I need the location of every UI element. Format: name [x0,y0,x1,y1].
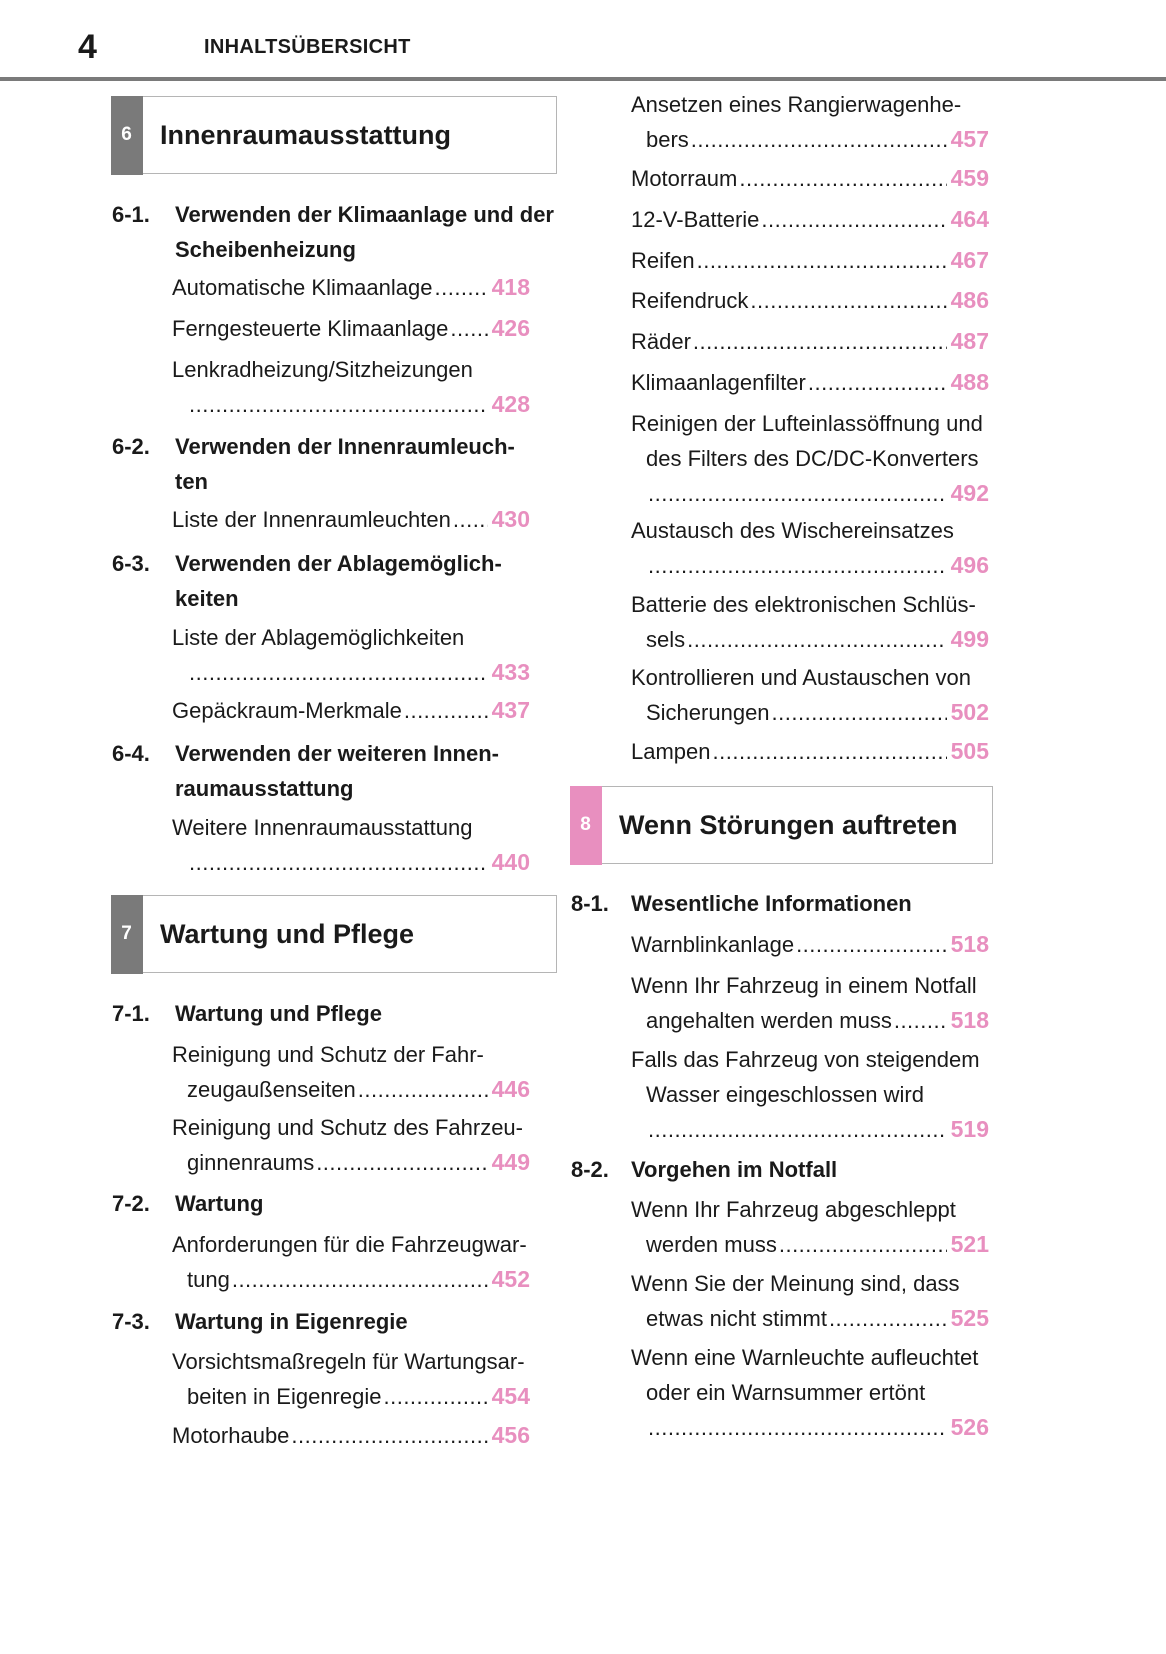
toc-entry[interactable] [172,1344,530,1414]
dot-leader [232,1262,488,1297]
entry-title: Kontrollieren und Austauschen von [631,665,972,690]
entry-title-cont: angehalten werden muss [646,1008,892,1033]
entry-page[interactable]: 488 [950,369,989,395]
section-number: 7-3. [112,1309,150,1334]
toc-entry[interactable] [172,693,530,728]
entry-page[interactable]: 426 [491,315,530,341]
dot-leader [450,311,487,346]
entry-title: Liste der Ablagemöglichkeiten [172,625,465,650]
dot-leader [796,927,947,962]
dot-leader [189,845,488,880]
section-number: 6-4. [112,741,150,766]
section-number: 8-2. [571,1157,609,1182]
entry-title: Falls das Fahrzeug von steigendem [631,1047,980,1072]
toc-entry[interactable] [172,502,530,537]
entry-page[interactable]: 505 [950,738,989,764]
dot-leader [761,202,946,237]
entry-title-cont: beiten in Eigenregie [187,1384,382,1409]
toc-entry[interactable] [172,352,530,422]
dot-leader [779,1227,947,1262]
entry-title: Ansetzen eines Rangierwagenhe- [631,92,962,117]
toc-entry[interactable] [172,270,530,305]
entry-title: 12-V-Batterie [631,207,760,232]
entry-title-cont: des Filters des DC/DC-Konverters [646,446,979,471]
entry-title-cont: oder ein Warnsummer ertönt [646,1380,926,1405]
entry-page[interactable]: 449 [491,1149,530,1175]
entry-title-cont: Wasser eingeschlossen wird [646,1082,924,1107]
dot-leader [434,270,487,305]
toc-entry[interactable] [172,1110,530,1180]
dot-leader [453,502,488,537]
dot-leader [829,1301,947,1336]
toc-entry[interactable] [631,324,989,359]
entry-page[interactable]: 433 [491,659,530,685]
section-title: Wartung und Pflege [175,1001,382,1026]
entry-page[interactable]: 502 [950,699,989,725]
page-title: INHALTSÜBERSICHT [204,36,411,58]
toc-entry[interactable] [631,1042,989,1147]
entry-title: Räder [631,329,691,354]
toc-entry[interactable] [631,87,989,157]
entry-title: Reinigen der Lufteinlassöffnung und [631,411,983,436]
entry-title: Motorhaube [172,1423,290,1448]
entry-title: Anforderungen für die Fahrzeugwar- [172,1232,527,1257]
entry-title-cont: bers [646,127,689,152]
dot-leader [404,693,488,728]
entry-title: Wenn eine Warnleuchte aufleuchtet [631,1345,979,1370]
entry-title-cont: sels [646,627,686,652]
toc-entry[interactable] [172,810,530,880]
section-7-1[interactable] [112,996,552,1031]
toc-entry[interactable] [631,1266,989,1336]
dot-leader [713,734,947,769]
entry-page[interactable]: 454 [491,1383,530,1409]
entry-page[interactable]: 521 [950,1231,989,1257]
toc-entry[interactable] [172,1418,530,1453]
entry-title: Wenn Ihr Fahrzeug in einem Notfall [631,973,977,998]
section-title: Wartung [175,1191,264,1216]
entry-title: Vorsichtsmaßregeln für Wartungsar- [172,1349,525,1374]
entry-page[interactable]: 428 [491,391,530,417]
toc-entry[interactable] [631,968,989,1038]
dot-leader [750,283,946,318]
toc-entry[interactable] [631,660,989,730]
entry-title-cont: zeugaußenseiten [187,1077,356,1102]
toc-entry[interactable] [631,283,989,318]
entry-title-cont: Sicherungen [646,700,770,725]
chapter-title: Wartung und Pflege [160,918,414,949]
entry-title: Lampen [631,739,711,764]
dot-leader [358,1072,488,1107]
entry-page[interactable]: 452 [491,1266,530,1292]
chapter-title: Innenraumausstattung [160,119,452,150]
dot-leader [697,243,947,278]
section-title: Verwenden der Klimaanlage und der Scheibenheizung [175,202,554,262]
dot-leader [383,1379,487,1414]
entry-title-cont: etwas nicht stimmt [646,1306,827,1331]
toc-entry[interactable] [631,513,989,583]
section-number: 8-1. [571,891,609,916]
section-title: Wesentliche Informationen [631,891,912,916]
entry-page[interactable]: 459 [950,165,989,191]
entry-title: Warnblinkanlage [631,932,795,957]
section-number: 6-1. [112,202,150,227]
dot-leader [691,122,947,157]
entry-title-cont: ginnenraums [187,1150,315,1175]
entry-page[interactable]: 430 [491,506,530,532]
toc-entry[interactable] [631,243,989,278]
section-6-1[interactable] [112,197,552,267]
entry-title: Klimaanlagenfilter [631,370,806,395]
toc-entry[interactable] [172,1227,530,1297]
entry-page[interactable]: 518 [950,931,989,957]
entry-page[interactable]: 519 [950,1116,989,1142]
toc-entry[interactable] [172,311,530,346]
toc-entry[interactable] [631,406,989,511]
dot-leader [189,387,488,422]
entry-title: Batterie des elektronischen Schlüs- [631,592,976,617]
entry-title: Weitere Innenraumausstattung [172,815,473,840]
dot-leader [648,1410,947,1445]
dot-leader [189,655,488,690]
section-number: 6-3. [112,551,150,576]
toc-entry[interactable] [631,734,989,769]
entry-page[interactable]: 437 [491,697,530,723]
dot-leader [808,365,947,400]
toc-entry[interactable] [631,927,989,962]
section-title: Wartung in Eigenregie [175,1309,408,1334]
entry-page[interactable]: 486 [950,287,989,313]
dot-leader [648,476,947,511]
entry-page[interactable]: 418 [491,274,530,300]
entry-page[interactable]: 446 [491,1076,530,1102]
section-number: 7-1. [112,1001,150,1026]
toc-entry[interactable] [172,620,530,690]
chapter-tab [111,96,143,175]
entry-page[interactable]: 499 [950,626,989,652]
dot-leader [739,161,946,196]
entry-page[interactable]: 525 [950,1305,989,1331]
toc-entry[interactable] [631,161,989,196]
dot-leader [648,1112,947,1147]
chapter-number: 8 [580,814,591,835]
entry-title: Liste der Innenraumleuchten [172,507,451,532]
entry-page[interactable]: 526 [950,1414,989,1440]
entry-page[interactable]: 464 [950,206,989,232]
section-7-3[interactable] [112,1304,552,1339]
dot-leader [894,1003,947,1038]
chapter-8-box[interactable] [570,786,993,864]
entry-title: Lenkradheizung/Sitzheizungen [172,357,473,382]
section-6-2[interactable] [112,429,552,499]
entry-title: Wenn Sie der Meinung sind, dass [631,1271,960,1296]
toc-entry[interactable] [631,365,989,400]
entry-title-cont: werden muss [646,1232,777,1257]
entry-title: Automatische Klimaanlage [172,275,433,300]
chapter-tab [111,895,143,974]
entry-page[interactable]: 457 [950,126,989,152]
entry-title: Reinigung und Schutz der Fahr- [172,1042,484,1067]
section-8-1[interactable] [571,886,991,921]
entry-page[interactable]: 518 [950,1007,989,1033]
chapter-tab [570,786,602,865]
entry-page[interactable]: 496 [950,552,989,578]
entry-page[interactable]: 440 [491,849,530,875]
dot-leader [316,1145,487,1180]
entry-page[interactable]: 456 [491,1422,530,1448]
section-title: Verwenden der Innenraumleuch- ten [175,434,515,494]
section-number: 6-2. [112,434,150,459]
entry-page[interactable]: 467 [950,247,989,273]
chapter-title: Wenn Störungen auftreten [619,809,958,840]
section-title: Verwenden der weiteren Innen- raumausstattung [175,741,499,801]
section-7-2[interactable] [112,1186,552,1221]
entry-title: Gepäckraum-Merkmale [172,698,402,723]
toc-entry[interactable] [631,1340,989,1445]
section-title: Vorgehen im Notfall [631,1157,838,1182]
dot-leader [648,548,947,583]
dot-leader [291,1418,487,1453]
toc-entry[interactable] [631,587,989,657]
entry-title: Ferngesteuerte Klimaanlage [172,316,449,341]
chapter-7-box[interactable] [111,895,557,973]
section-6-3[interactable] [112,546,552,616]
section-number: 7-2. [112,1191,150,1216]
toc-entry[interactable] [172,1037,530,1107]
entry-title: Reifendruck [631,288,749,313]
section-title: Verwenden der Ablagemöglich- keiten [175,551,502,611]
chapter-number: 7 [121,923,132,944]
entry-title: Austausch des Wischereinsatzes [631,518,954,543]
toc-entry[interactable] [631,202,989,237]
entry-title: Reinigung und Schutz des Fahrzeu- [172,1115,523,1140]
entry-title: Motorraum [631,166,738,191]
dot-leader [687,622,947,657]
dot-leader [693,324,947,359]
dot-leader [772,695,947,730]
entry-title: Reifen [631,248,695,273]
section-6-4[interactable] [112,736,552,806]
section-8-2[interactable] [571,1152,991,1187]
page-number: 4 [78,28,97,66]
entry-page[interactable]: 492 [950,480,989,506]
chapter-6-box[interactable] [111,96,557,174]
entry-title-cont: tung [187,1267,230,1292]
chapter-number: 6 [121,124,132,145]
header-divider [0,77,1166,81]
entry-page[interactable]: 487 [950,328,989,354]
toc-entry[interactable] [631,1192,989,1262]
entry-title: Wenn Ihr Fahrzeug abgeschleppt [631,1197,956,1222]
